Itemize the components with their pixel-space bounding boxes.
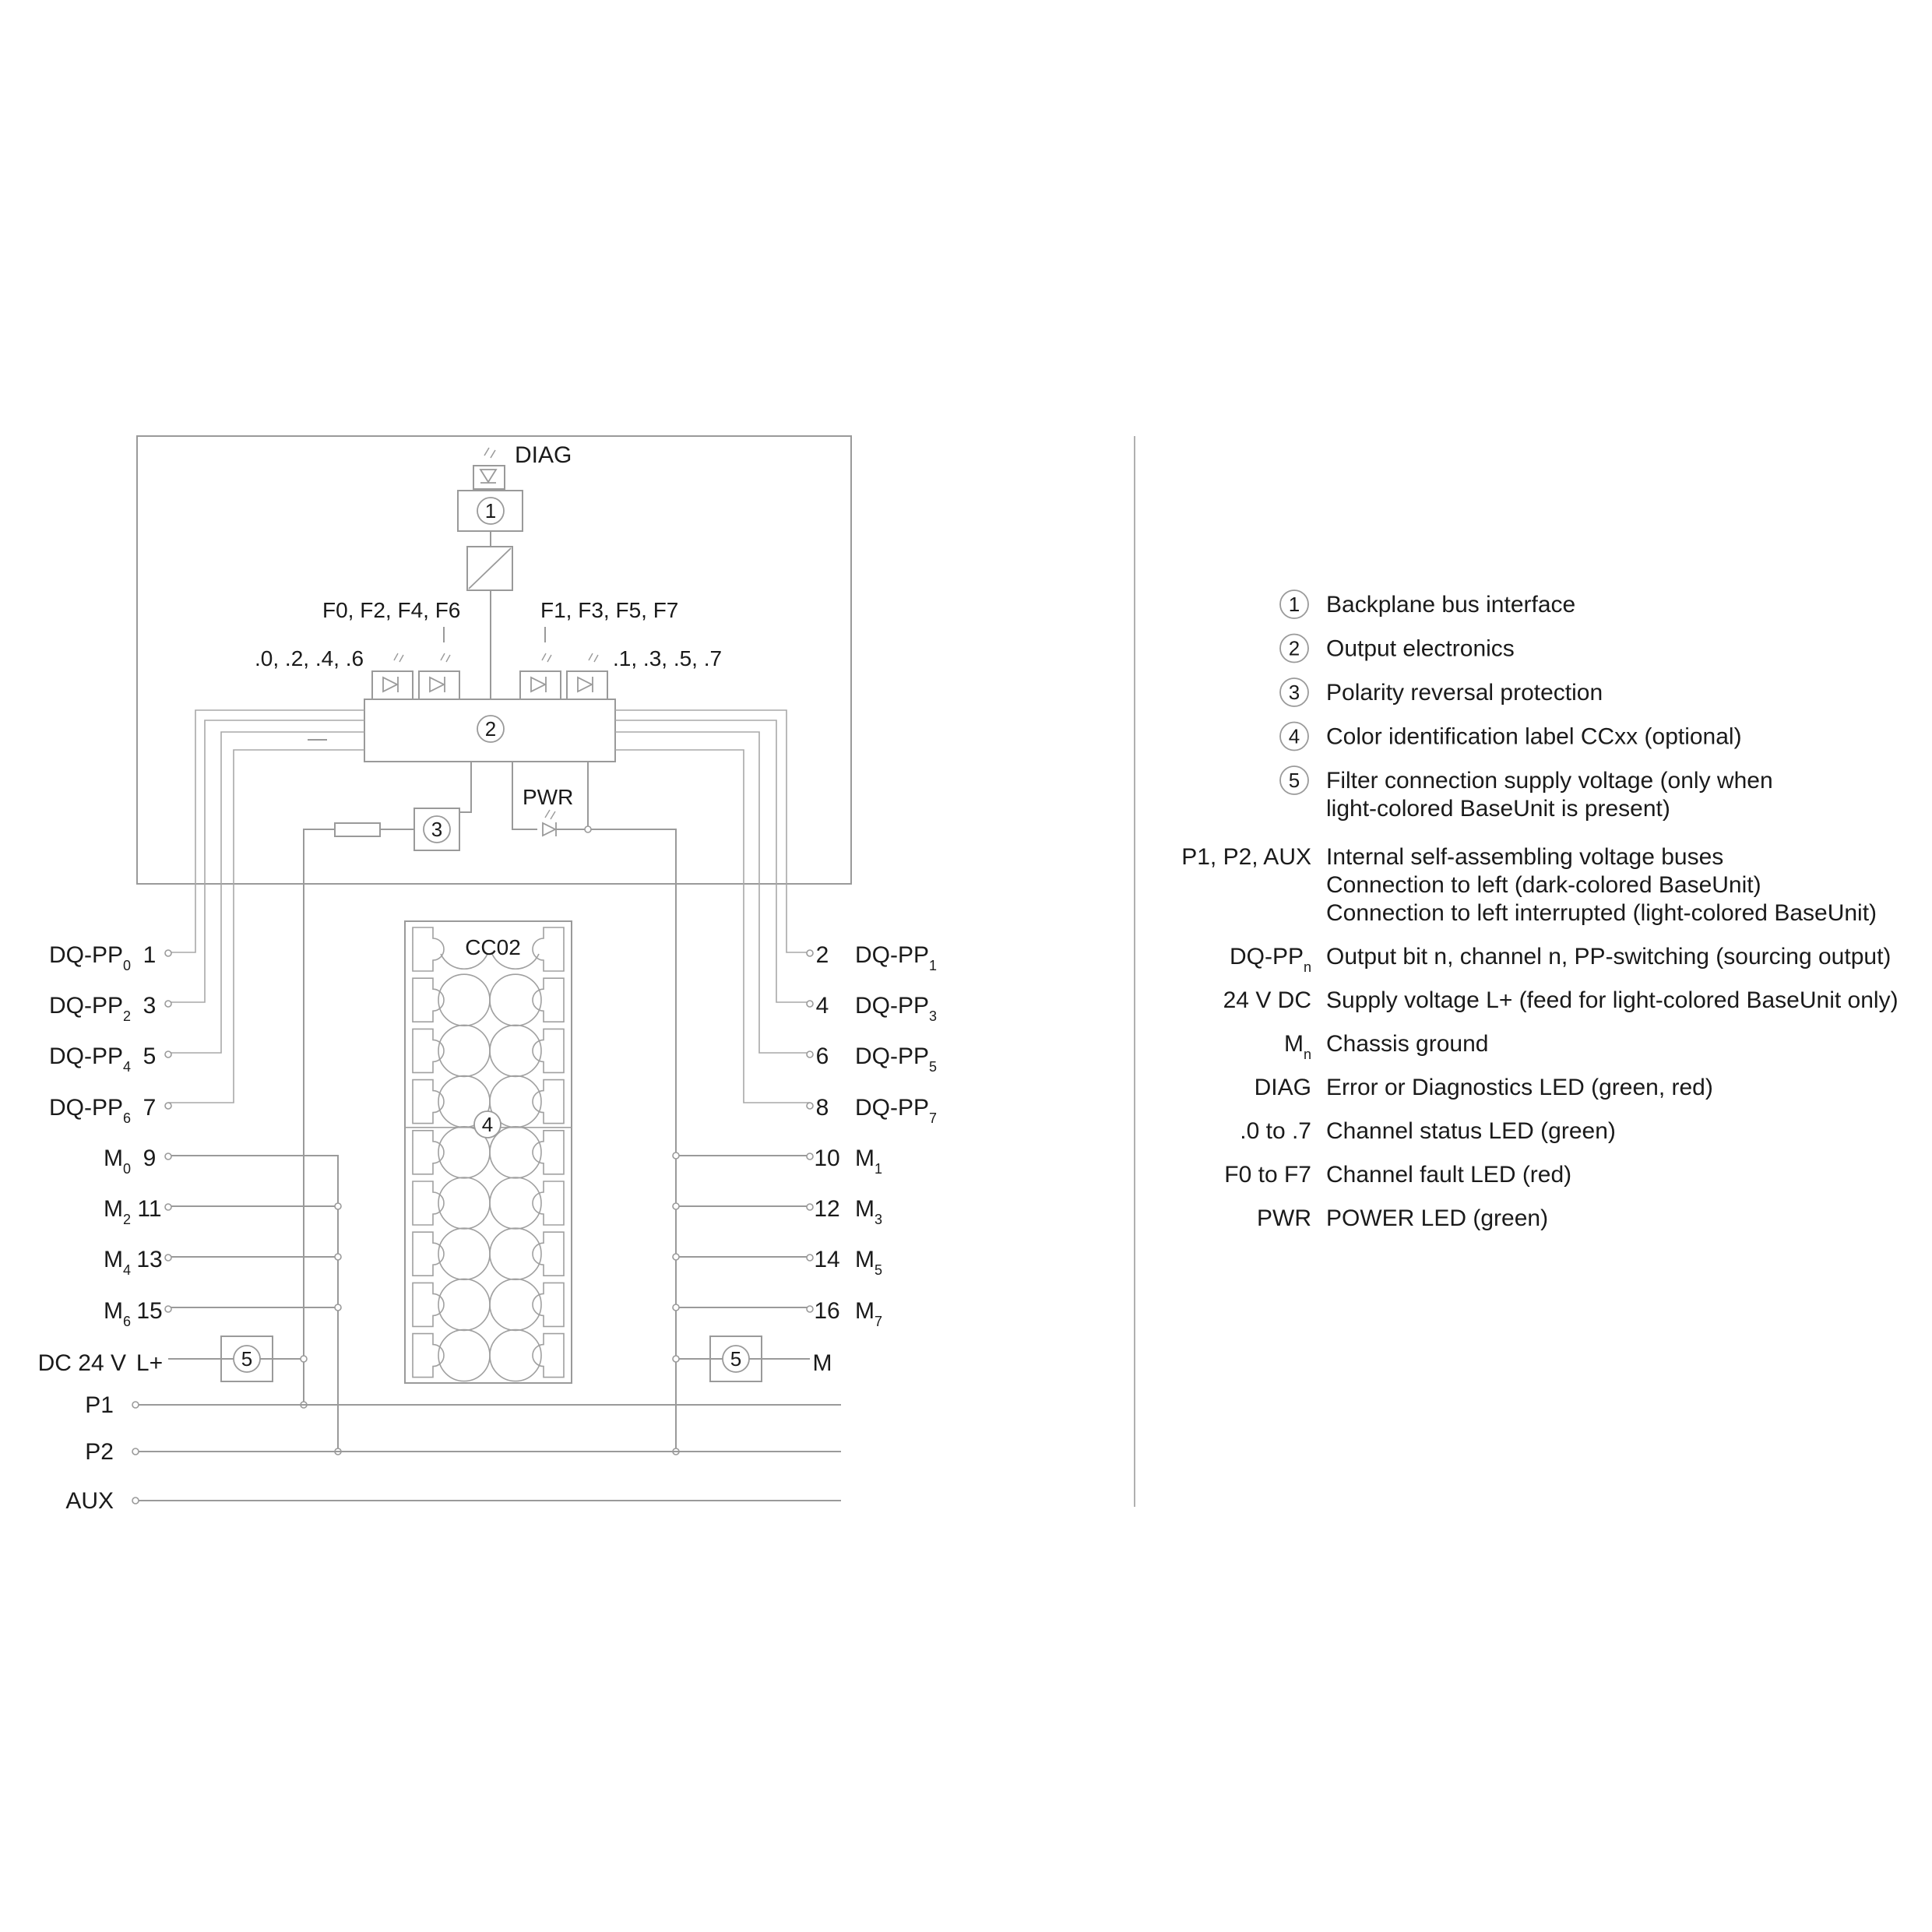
terminal-left [104,1145,171,1177]
terminal-point [165,950,171,956]
fault-leds-left-label: F0, F2, F4, F6 [322,598,461,622]
legend-description: Connection to left interrupted (light-colored BaseUnit) [1326,900,1877,926]
terminal-signal-label: $M_1$ [855,1145,883,1177]
legend-callout-number: 2 [1288,636,1300,660]
terminal-signal-label: $M_6$ [103,1298,131,1329]
legend-description: Error or Diagnostics LED (green, red) [1326,1075,1713,1100]
diag-label: DIAG [515,442,572,468]
terminal-left [49,1043,171,1075]
terminal-right [807,1095,937,1126]
terminal-signal-label: $DQ-PP_6$ [48,1095,131,1126]
terminal-right [807,1247,882,1278]
legend-description: Output electronics [1326,635,1515,662]
status-leds-left-label: .0, .2, .4, .6 [255,646,364,670]
legend-term-item [1255,1075,1713,1100]
bus-label-aux: AUX [65,1488,114,1514]
legend-description: Connection to left (dark-colored BaseUnit) [1326,872,1761,898]
terminal-right [807,1298,882,1329]
spring-clamp-icon [438,1228,490,1279]
terminal-row [413,1330,564,1381]
terminal-point [165,1204,171,1210]
terminal-number: M [812,1350,832,1376]
terminal-row [413,974,564,1026]
terminal-number: 1 [143,942,157,968]
legend-callout-number: 4 [1288,724,1300,748]
terminal-right [807,993,937,1024]
terminal-signal-label: $M_3$ [855,1196,883,1227]
terminal-number: 13 [136,1247,163,1272]
terminal-number: 16 [814,1298,840,1324]
terminal-left [49,942,171,973]
terminal-point [807,950,813,956]
terminal-point [165,1306,171,1312]
legend-term-item [1224,1162,1571,1188]
terminal-signal-label: $DQ-PP_5$ [855,1043,938,1075]
legend-term-item [1240,1118,1616,1144]
legend-callout-number: 1 [1288,593,1300,616]
terminal-number: 5 [143,1043,157,1069]
svg-text:1: 1 [484,499,497,523]
legend-callout-number: 5 [1288,769,1300,792]
legend-numbered-item [1280,766,1773,822]
terminal-point [807,1153,813,1160]
legend-description: Supply voltage L+ (feed for light-colored BaseUnit only) [1326,987,1899,1013]
legend-term-key: $DQ-PP_n$ [1229,944,1311,975]
spring-clamp-icon [490,1127,541,1178]
terminal-number: 3 [143,993,157,1019]
spring-clamp-icon [490,1330,541,1381]
terminal-left [104,1196,171,1227]
junction-dot [673,1203,679,1209]
terminal-signal-label: $DQ-PP_3$ [855,993,938,1024]
color-label-code: CC02 [465,935,521,959]
junction-dot [301,1356,307,1362]
terminal-point [807,1051,813,1057]
spring-clamp-icon [438,1025,490,1076]
legend-description: Filter connection supply voltage (only when [1326,768,1773,794]
legend-term-key: .0 to .7 [1240,1118,1311,1144]
spring-clamp-icon [438,1279,490,1330]
channel-led-icon [520,653,561,699]
svg-text:5: 5 [241,1347,253,1371]
legend-description: Chassis ground [1326,1031,1489,1057]
legend-description: Channel fault LED (red) [1326,1162,1572,1188]
bus-label-p1: P1 [85,1392,114,1418]
terminal-number: 2 [815,942,829,968]
spring-clamp-icon [438,1177,490,1229]
legend-term-item [1230,944,1891,975]
fuse-icon [335,823,380,836]
terminal-signal-label: $DQ-PP_2$ [48,993,131,1024]
terminal-labels-right [807,942,937,1376]
terminal-number: 7 [143,1095,157,1121]
legend-numbered-item [1280,678,1603,706]
junction-dot [673,1254,679,1260]
legend-description: light-colored BaseUnit is present) [1326,796,1670,822]
legend-term-item [1257,1205,1548,1231]
legend-description: Channel status LED (green) [1326,1118,1616,1144]
terminal-left [49,1095,171,1126]
terminal-number: 6 [815,1043,829,1069]
terminal-number: 4 [815,993,829,1019]
terminal-point [807,1001,813,1007]
terminal-block [405,921,572,1383]
spring-clamp-icon [490,974,541,1026]
terminal-row [413,1279,564,1330]
terminal-point [807,1306,813,1312]
terminal-labels-left [38,942,171,1376]
legend [1181,590,1898,1231]
legend-description: Color identification label CCxx (optional) [1326,723,1742,750]
legend-numbered-item [1280,723,1742,751]
bus-label-p2: P2 [85,1439,114,1465]
isolation-icon [467,547,512,590]
legend-term-key: PWR [1257,1205,1311,1231]
terminal-signal-label: $DQ-PP_0$ [48,942,131,973]
terminal-signal-label: $DQ-PP_7$ [855,1095,938,1126]
spring-clamp-icon [490,1025,541,1076]
legend-numbered-item [1280,590,1575,618]
legend-callout-number: 3 [1288,681,1300,704]
terminal-signal-label: $M_0$ [103,1145,131,1177]
terminal-signal-label: $M_2$ [103,1196,131,1227]
spring-clamp-icon [490,1228,541,1279]
terminal-number: L+ [135,1350,164,1376]
terminal-number: 15 [136,1298,163,1324]
terminal-left [104,1298,171,1329]
terminal-number: 14 [814,1247,840,1272]
terminal-number: 12 [814,1196,840,1222]
status-leds-right-label: .1, .3, .5, .7 [613,646,723,670]
junction-dot [335,1304,341,1311]
terminal-right [807,942,937,973]
fault-leds-right-label: F1, F3, F5, F7 [540,598,679,622]
legend-term-key: $M_n$ [1283,1031,1311,1062]
terminal-point [165,1153,171,1160]
terminal-signal-label: $M_7$ [855,1298,883,1329]
channel-led-icon [372,653,413,699]
channel-led-icon [419,653,459,699]
channel-led-icon [567,653,607,699]
terminal-point [165,1255,171,1261]
terminal-row [413,1228,564,1279]
terminal-right [807,1043,937,1075]
svg-text:2: 2 [484,717,497,741]
terminal-signal-label: $M_4$ [103,1247,131,1278]
diag-led-icon [473,448,505,489]
terminal-row [413,1025,564,1076]
terminal-point [807,1103,813,1109]
terminal-left [38,1350,164,1376]
legend-term-key: DIAG [1254,1075,1311,1100]
terminal-number: 9 [143,1145,157,1171]
terminal-left [104,1247,171,1278]
terminal-point [807,1204,813,1210]
junction-dot [673,1153,679,1159]
spring-clamp-icon [490,1177,541,1229]
terminal-left [49,993,171,1024]
legend-description: Output bit n, channel n, PP-switching (sourcing output) [1326,944,1892,970]
legend-description: Polarity reversal protection [1326,680,1603,706]
terminal-number: 11 [137,1196,162,1222]
legend-term-item [1223,987,1899,1013]
pwr-led-icon [543,810,556,836]
spring-clamp-icon [490,1279,541,1330]
terminal-right [807,1196,882,1227]
pwr-label: PWR [523,785,574,809]
legend-description: POWER LED (green) [1326,1205,1549,1231]
legend-numbered-item [1280,635,1515,663]
junction-dot [673,1356,679,1362]
legend-description: Internal self-assembling voltage buses [1326,844,1724,870]
legend-term-item [1284,1031,1488,1062]
svg-text:4: 4 [481,1113,494,1136]
terminal-point [165,1103,171,1109]
terminal-signal-label: $DQ-PP_4$ [48,1043,131,1075]
terminal-row [413,1177,564,1229]
terminal-signal-label: $M_5$ [855,1247,883,1278]
terminal-number: 10 [814,1145,840,1171]
terminal-right [807,1145,882,1177]
terminal-signal-label: DC 24 V [37,1350,126,1376]
junction-dot [335,1254,341,1260]
legend-term-key: P1, P2, AUX [1181,844,1311,870]
terminal-signal-label: $DQ-PP_1$ [855,942,938,973]
junction-dot [673,1304,679,1311]
spring-clamp-icon [438,974,490,1026]
spring-clamp-icon [438,1330,490,1381]
terminal-point [807,1255,813,1261]
terminal-number: 8 [815,1095,829,1121]
junction-dot [335,1203,341,1209]
terminal-right [813,1350,832,1376]
svg-text:3: 3 [431,818,443,841]
legend-term-item [1181,844,1877,926]
legend-term-key: F0 to F7 [1224,1162,1311,1188]
terminal-point [165,1051,171,1057]
legend-description: Backplane bus interface [1326,592,1576,618]
svg-text:5: 5 [730,1347,742,1371]
terminal-point [165,1001,171,1007]
legend-term-key: 24 V DC [1223,987,1311,1013]
